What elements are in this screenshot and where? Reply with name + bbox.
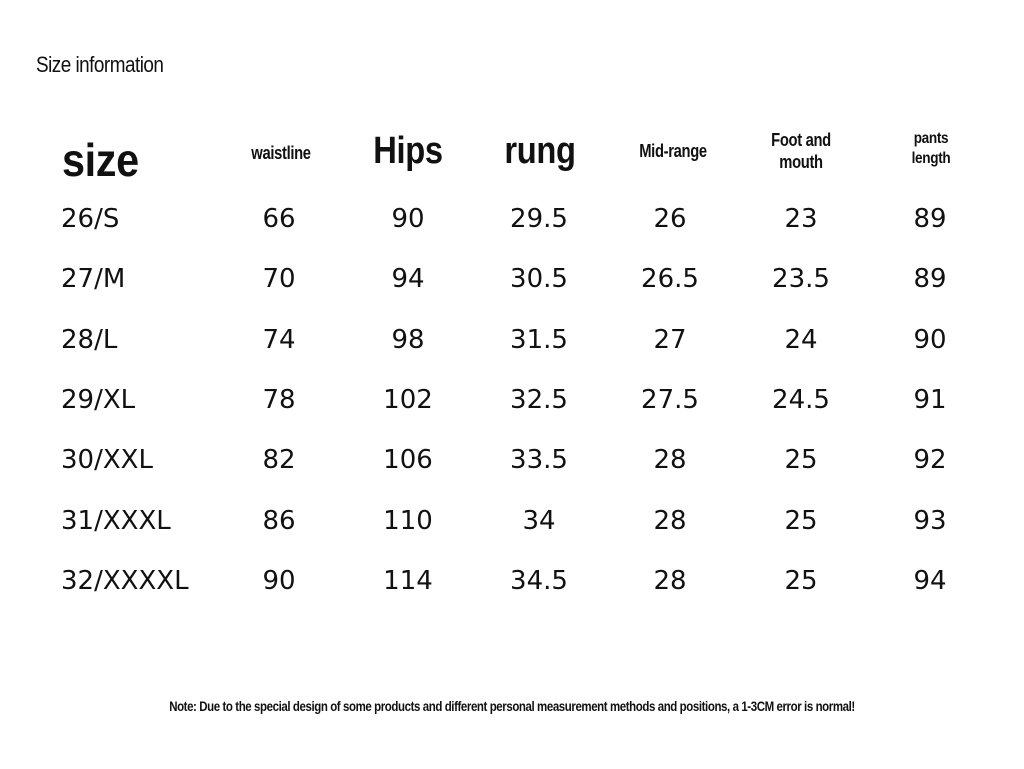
- cell-foot-and-mouth: 23.5: [772, 264, 830, 294]
- cell-rung: 32.5: [510, 385, 568, 415]
- cell-hips: 114: [383, 566, 433, 596]
- cell-rung: 33.5: [510, 445, 568, 475]
- header-rung: rung: [504, 130, 576, 172]
- cell-hips: 90: [391, 204, 425, 234]
- cell-pants-length: 90: [913, 325, 947, 355]
- cell-hips: 98: [391, 325, 425, 355]
- header-mid-range: Mid-range: [639, 141, 707, 161]
- cell-pants-length: 93: [913, 506, 947, 536]
- header-waistline: waistline: [251, 143, 311, 163]
- header-foot-and-mouth-line-2: mouth: [779, 151, 823, 172]
- cell-foot-and-mouth: 24: [784, 325, 818, 355]
- cell-waistline: 90: [262, 566, 296, 596]
- cell-mid-range: 28: [653, 445, 687, 475]
- cell-rung: 30.5: [510, 264, 568, 294]
- cell-size: 27/M: [61, 264, 126, 294]
- cell-hips: 110: [383, 506, 433, 536]
- cell-rung: 31.5: [510, 325, 568, 355]
- cell-hips: 94: [391, 264, 425, 294]
- header-pants-length: [889, 129, 974, 169]
- cell-rung: 34: [522, 506, 556, 536]
- cell-pants-length: 94: [913, 566, 947, 596]
- header-pants-length-line-1: pants: [913, 130, 949, 147]
- cell-waistline: 78: [262, 385, 296, 415]
- header-foot-and-mouth-line-1: Foot and: [771, 130, 831, 150]
- header-size: size: [62, 134, 139, 186]
- cell-pants-length: 89: [913, 264, 947, 294]
- cell-size: 30/XXL: [61, 445, 153, 475]
- cell-waistline: 86: [262, 506, 296, 536]
- measurement-note: Note: Due to the special design of some products and different personal measurement methods and positions, a 1-3CM error is normal!: [169, 698, 855, 714]
- cell-mid-range: 28: [653, 566, 687, 596]
- cell-foot-and-mouth: 25: [784, 506, 818, 536]
- cell-foot-and-mouth: 25: [784, 445, 818, 475]
- cell-mid-range: 27: [653, 325, 687, 355]
- page-title: Size information: [36, 52, 164, 77]
- cell-size: 32/XXXXL: [61, 566, 189, 596]
- cell-mid-range: 26: [653, 204, 687, 234]
- cell-waistline: 66: [262, 204, 296, 234]
- cell-rung: 29.5: [510, 204, 568, 234]
- cell-foot-and-mouth: 25: [784, 566, 818, 596]
- cell-waistline: 70: [262, 264, 296, 294]
- cell-size: 28/L: [61, 325, 118, 355]
- cell-foot-and-mouth: 24.5: [772, 385, 830, 415]
- cell-pants-length: 92: [913, 445, 947, 475]
- cell-mid-range: 27.5: [641, 385, 699, 415]
- cell-size: 26/S: [61, 204, 120, 234]
- cell-pants-length: 89: [913, 204, 947, 234]
- cell-hips: 106: [383, 445, 433, 475]
- cell-hips: 102: [383, 385, 433, 415]
- cell-waistline: 74: [262, 325, 296, 355]
- cell-size: 29/XL: [61, 385, 136, 415]
- header-hips: Hips: [373, 130, 443, 172]
- cell-mid-range: 28: [653, 506, 687, 536]
- cell-waistline: 82: [262, 445, 296, 475]
- cell-foot-and-mouth: 23: [784, 204, 818, 234]
- cell-rung: 34.5: [510, 566, 568, 596]
- header-foot-and-mouth: [756, 130, 846, 173]
- cell-mid-range: 26.5: [641, 264, 699, 294]
- cell-pants-length: 91: [913, 385, 947, 415]
- cell-size: 31/XXXL: [61, 506, 171, 536]
- header-pants-length-line-2: length: [911, 150, 951, 167]
